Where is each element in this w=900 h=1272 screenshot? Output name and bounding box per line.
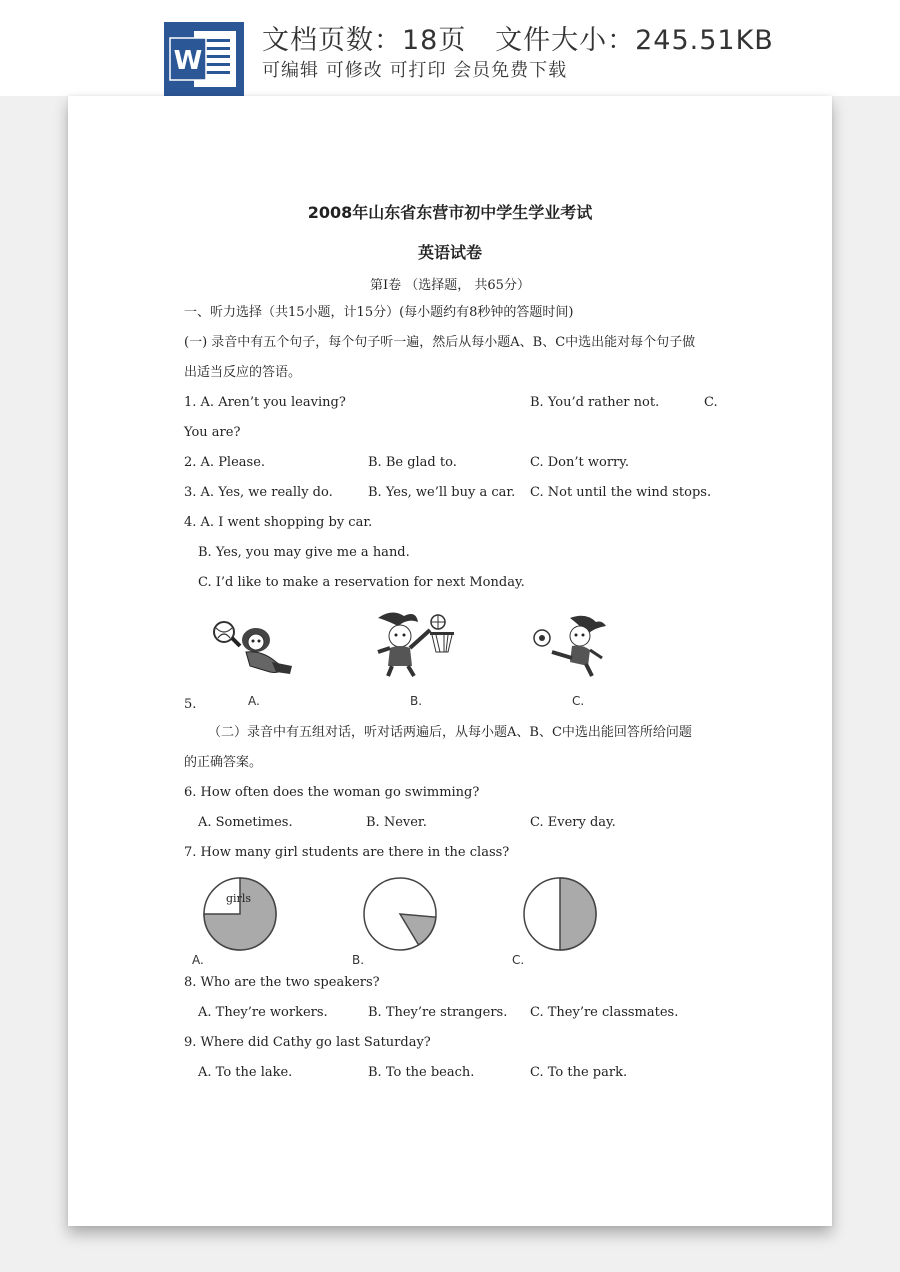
q1-option-a: 1. A. Aren’t you leaving? [184, 395, 346, 410]
q2-option-a: 2. A. Please. [184, 455, 266, 470]
pie-label: C. [512, 953, 525, 967]
exam-title: 2008年山东省东营市初中学生学业考试 [307, 203, 593, 222]
download-banner [0, 0, 900, 96]
q8-option-a: A. They’re workers. [198, 1005, 328, 1020]
instruction-line: 出适当反应的答语。 [184, 365, 302, 380]
q9-option-a: A. To the lake. [198, 1065, 293, 1080]
q6-option-a: A. Sometimes. [198, 815, 293, 830]
q9-option-c: C. To the park. [530, 1065, 628, 1080]
q9-option-b: B. To the beach. [368, 1065, 475, 1080]
q5-label-b: B. [410, 694, 423, 708]
pie-label: A. [192, 953, 204, 967]
q5-label-c: C. [572, 694, 585, 708]
feature-list: 可编辑 可修改 可打印 会员免费下载 [262, 60, 568, 81]
q3-option-a: 3. A. Yes, we really do. [184, 485, 333, 500]
q8-option-c: C. They’re classmates. [530, 1005, 679, 1020]
page-count: 文档页数：18页 [262, 25, 467, 56]
section-heading: 一、听力选择（共15小题，计15分）(每小题约有8秒钟的答题时间) [184, 305, 574, 320]
doc-info-line [262, 18, 774, 57]
q1-option-c: C. [704, 395, 718, 410]
volleyball-player-illustration [210, 616, 300, 680]
q9-question: 9. Where did Cathy go last Saturday? [184, 1035, 431, 1050]
q5-label-a: A. [248, 694, 260, 708]
q6-question: 6. How often does the woman go swimming? [184, 785, 480, 800]
part-heading: 第Ⅰ卷 （选择题， 共65分） [370, 278, 530, 293]
exam-subtitle: 英语试卷 [417, 243, 482, 262]
instruction-line: 的正确答案。 [184, 755, 263, 770]
q2-option-b: B. Be glad to. [368, 455, 457, 470]
file-size: 文件大小：245.51KB [495, 25, 774, 56]
q6-option-b: B. Never. [366, 815, 427, 830]
q6-option-c: C. Every day. [530, 815, 616, 830]
q4-option-c: C. I’d like to make a reservation for next Monday. [198, 575, 525, 590]
instruction-line: (一) 录音中有五个句子，每个句子听一遍，然后从每小题A、B、C中选出能对每个句子做 [184, 335, 696, 350]
pie-girls-slice [560, 878, 596, 950]
q7-pie-charts [188, 872, 608, 968]
q5-number: 5. [184, 697, 197, 712]
instruction-line: （二）录音中有五组对话，听对话两遍后，从每小题A、B、C中选出能回答所给问题 [208, 725, 692, 740]
q8-question: 8. Who are the two speakers? [184, 975, 380, 990]
document-page [68, 96, 832, 1226]
q4-option-a: 4. A. I went shopping by car. [184, 515, 373, 530]
q3-option-c: C. Not until the wind stops. [530, 485, 712, 500]
q3-option-b: B. Yes, we’ll buy a car. [368, 485, 516, 500]
soccer-player-illustration [530, 614, 610, 680]
q1-option-b: B. You’d rather not. [530, 395, 660, 410]
q1-option-c-text: You are? [184, 425, 241, 440]
q2-option-c: C. Don’t worry. [530, 455, 629, 470]
pie-label: B. [352, 953, 365, 967]
word-icon-letter: W [173, 46, 203, 76]
q8-option-b: B. They’re strangers. [368, 1005, 508, 1020]
pie-annotation: girls [226, 892, 251, 905]
word-document-icon [164, 22, 244, 96]
basketball-player-illustration [368, 608, 460, 680]
q7-question: 7. How many girl students are there in the class? [184, 845, 510, 860]
q4-option-b: B. Yes, you may give me a hand. [198, 545, 410, 560]
